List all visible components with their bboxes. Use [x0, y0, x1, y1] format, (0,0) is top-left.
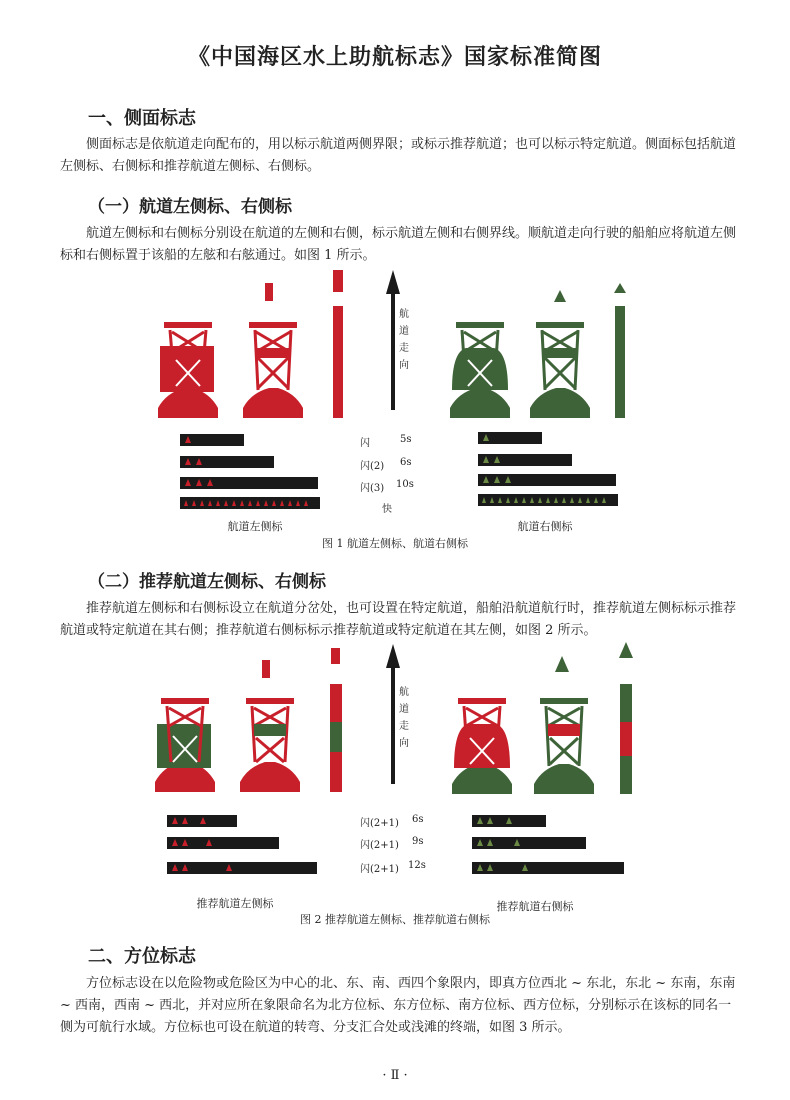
figure-2-direction-char: 航 — [399, 687, 409, 698]
figure-2-flash-name: 闪(2+1) — [360, 864, 399, 875]
section-heading-cardinal: 二、方位标志 — [88, 946, 196, 967]
figure-2-flash-period: 12s — [408, 860, 426, 871]
figure-1-caption: 图 1 航道左侧标、航道右侧标 — [322, 537, 468, 550]
preferred-left-can-buoy-1 — [155, 698, 215, 792]
subsection-heading-2: （二）推荐航道左侧标、右侧标 — [88, 572, 326, 592]
figure-1-direction-char: 道 — [399, 326, 409, 337]
figure-1-direction-char: 向 — [399, 360, 409, 371]
preferred-right-cone-buoy-2 — [534, 656, 594, 794]
figure-1-flash-name: 闪(3) — [360, 483, 385, 494]
figure-2-left-label: 推荐航道左侧标 — [196, 897, 274, 910]
section-paragraph-cardinal — [60, 973, 736, 1039]
figure-2-flash-name: 闪(2+1) — [360, 818, 399, 829]
figure-1-direction-char: 走 — [399, 343, 409, 354]
section-paragraph-lateral-text: 侧面标志是依航道走向配布的，用以标示航道两侧界限；或标示推荐航道；也可以标示特定航道。侧面标包括航道左侧标、右侧标和推荐航道左侧标、右侧标。 — [60, 137, 737, 174]
subsection-paragraph-2-text: 推荐航道左侧标和右侧标设立在航道分岔处，也可设置在特定航道，船舶沿航道航行时，推荐航道左侧标标示推荐航道或特定航道在其右侧；推荐航道右侧标标示推荐航道或特定航道在其左侧，如图 2 所示。 — [60, 601, 737, 638]
figure-1-flash-name: 闪 — [360, 438, 370, 449]
preferred-left-can-buoy-2 — [240, 660, 300, 792]
figure-1-flash-period: 5s — [400, 434, 412, 445]
page-title: 《中国海区水上助航标志》国家标准简图 — [187, 45, 602, 70]
figure-2-left-light-bars — [167, 815, 317, 874]
subsection-paragraph-1-text: 航道左侧标和右侧标分别设在航道的左侧和右侧，标示航道左侧和右侧界线。顺航道走向行驶的船舶应将航道左侧标和右侧标置于该船的左舷和右舷通过。如图 1 所示。 — [60, 226, 737, 263]
figure-1-flash-name: 闪(2) — [360, 461, 385, 472]
figure-2-caption: 图 2 推荐航道左侧标、推荐航道右侧标 — [300, 913, 490, 926]
page-number: · Ⅱ · — [382, 1068, 408, 1083]
figure-2-direction-label — [399, 684, 413, 752]
subsection-heading-1: （一）航道左侧标、右侧标 — [88, 197, 292, 217]
section-paragraph-cardinal-text: 方位标志设在以危险物或危险区为中心的北、东、南、西四个象限内，即真方位西北 ~ 东北，东北 ~ 东南，东南 ~ 西南，西南 ~ 西北，并对应所在象限命名为北方位标、东方位标、南方位标、西方位标，分别标示在该标的同名一侧为可航行水域。方位标也可设在航道的转弯、分支汇合处或浅滩的终端，如图 3 所示。 — [60, 976, 736, 1035]
figure-1-right-label: 航道右侧标 — [517, 520, 573, 533]
figure-2-flash-period: 6s — [412, 814, 424, 825]
figure-2-direction-char: 走 — [399, 721, 409, 732]
figure-2-right-label: 推荐航道右侧标 — [496, 900, 574, 913]
figure-1-left-label: 航道左侧标 — [227, 520, 283, 533]
preferred-right-cone-buoy-1 — [452, 698, 512, 794]
figure-1-flash-period: 6s — [400, 457, 412, 468]
section-heading-lateral: 一、侧面标志 — [88, 108, 196, 129]
figure-2-right-light-bars — [472, 815, 624, 874]
figure-2-flash-name: 闪(2+1) — [360, 840, 399, 851]
figure-2-flash-period: 9s — [412, 836, 424, 847]
figure-2-direction-char: 道 — [399, 704, 409, 715]
figure-1-flash-period: 10s — [396, 479, 414, 490]
figure-1-direction-char: 航 — [399, 309, 409, 320]
figure-1-flash-name: 快 — [382, 504, 392, 515]
figure-2-direction-char: 向 — [399, 738, 409, 749]
